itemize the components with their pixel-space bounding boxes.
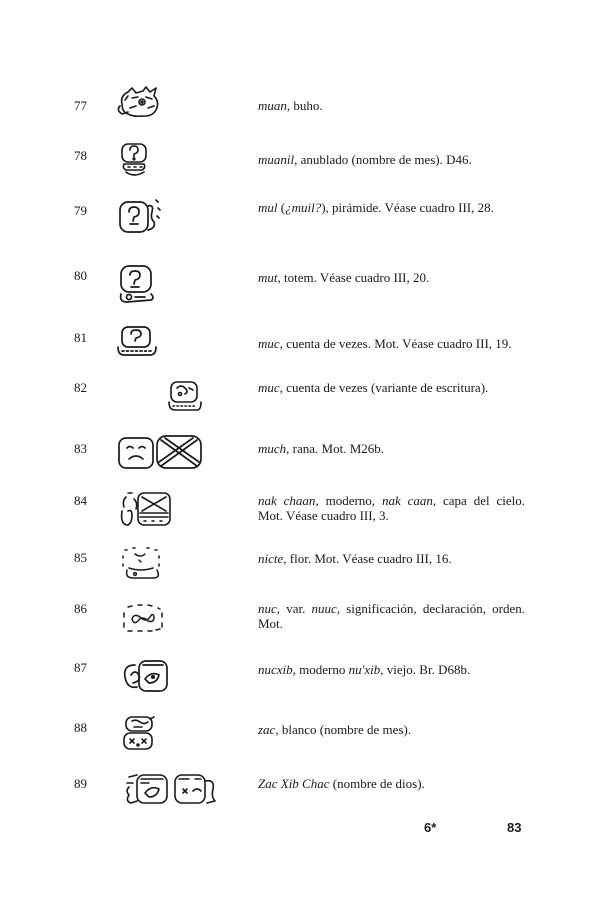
nuc-glyph-icon [122,603,164,633]
entry-definition: nak chaan, moderno, nak caan, capa del cielo. Mot. Véase cuadro III, 3. [258,493,525,523]
entry-definition: muanil, anublado (nombre de mes). D46. [258,152,472,167]
entry-number: 89 [74,776,87,791]
muc-glyph-icon [116,325,158,359]
owl-head-glyph-icon [116,84,162,120]
muc-variant-glyph-icon [167,380,203,414]
zac-xib-chac-glyph-icon [123,771,219,807]
entry-definition: nicte, flor. Mot. Véase cuadro III, 16. [258,551,452,566]
entry-number: 85 [74,550,87,565]
entry-number: 77 [74,98,87,113]
nak-chaan-glyph-icon [118,489,174,529]
entry-definition: muc, cuenta de vezes. Mot. Véase cuadro III, 19. [258,336,512,351]
entry-number: 87 [74,660,87,675]
page-number: 83 [507,820,522,835]
entry-definition: mul (¿muil?), pirámide. Véase cuadro III, 28. [258,200,494,215]
entry-number: 79 [74,203,87,218]
entry-number: 78 [74,148,87,163]
entry-definition: mut, totem. Véase cuadro III, 20. [258,270,430,285]
entry-definition: zac, blanco (nombre de mes). [258,722,412,737]
entry-definition: nuc, var. nuuc, significación, declaración, orden. Mot. [258,601,525,631]
entry-number: 82 [74,380,87,395]
entry-number: 86 [74,601,87,616]
entry-number: 81 [74,330,87,345]
entry-definition: much, rana. Mot. M26b. [258,441,385,456]
nucxib-glyph-icon [121,659,171,693]
entry-number: 83 [74,441,87,456]
muanil-glyph-icon [120,142,150,178]
signature-mark: 6* [424,820,437,835]
entry-number: 88 [74,720,87,735]
entry-definition: muc, cuenta de vezes (variante de escritura). [258,380,489,395]
nicte-glyph-icon [121,546,163,580]
zac-glyph-icon [120,715,158,751]
entry-definition: nucxib, moderno nu'xib, viejo. Br. D68b. [258,662,471,677]
much-glyph-icon [117,434,205,470]
entry-number: 84 [74,493,87,508]
mul-glyph-icon [118,196,164,236]
entry-definition: muan, buho. [258,98,323,113]
entry-definition: Zac Xib Chac (nombre de dios). [258,776,425,791]
entry-number: 80 [74,268,87,283]
mut-glyph-icon [117,264,157,306]
